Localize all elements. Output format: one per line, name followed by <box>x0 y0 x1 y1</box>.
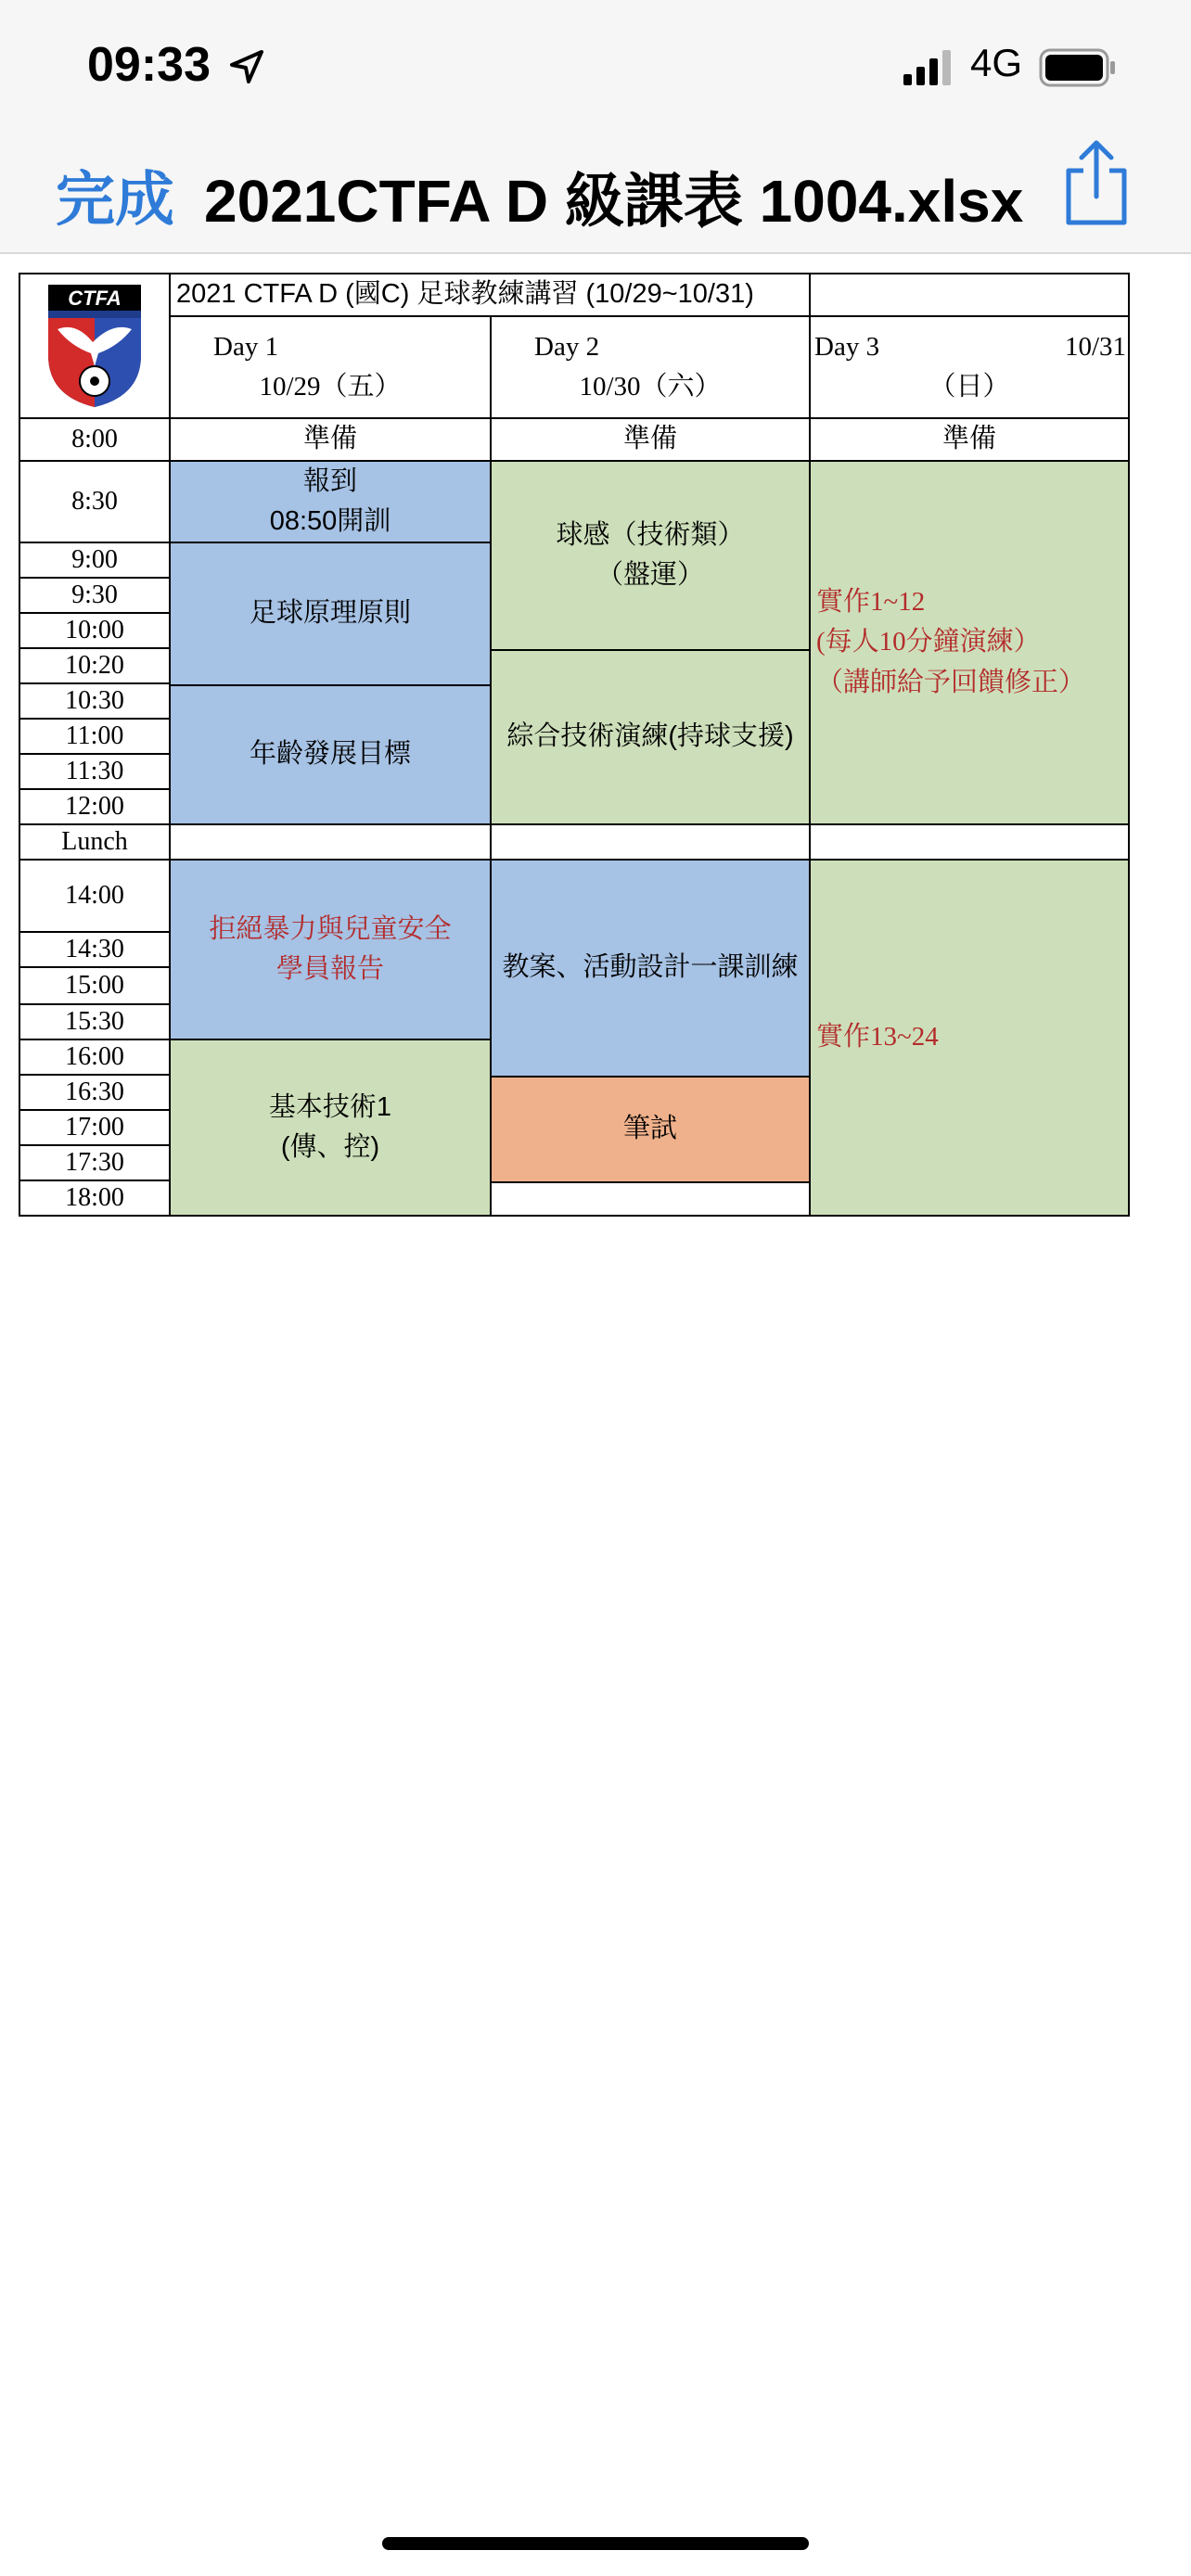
empty-header-cell[interactable] <box>809 273 1130 317</box>
time-label[interactable]: 17:30 <box>19 1144 171 1181</box>
day1-age-goals[interactable]: 年齡發展目標 <box>169 684 492 825</box>
time-label[interactable]: 15:30 <box>19 1003 171 1040</box>
day2-date: 10/30（六） <box>579 372 722 402</box>
logo-text: CTFA <box>68 287 122 310</box>
course-title[interactable]: 2021 CTFA D (國C) 足球教練講習 (10/29~10/31) <box>169 273 811 317</box>
time-label[interactable]: 14:30 <box>19 931 171 968</box>
prep-day1[interactable]: 準備 <box>169 417 492 462</box>
day1-basic-tech[interactable]: 基本技術1 (傳、控) <box>169 1039 492 1217</box>
time-label[interactable]: 10:30 <box>19 682 171 720</box>
day1-label: Day 1 <box>213 331 279 362</box>
done-button[interactable]: 完成 <box>56 166 174 233</box>
lunch-day3[interactable] <box>809 823 1130 861</box>
lunch-day1[interactable] <box>169 823 492 861</box>
time-label[interactable]: 15:00 <box>19 966 171 1005</box>
home-indicator[interactable] <box>382 2537 809 2550</box>
time-label[interactable]: Lunch <box>19 823 171 861</box>
ctfa-logo <box>39 281 150 411</box>
network-type: 4G <box>970 41 1023 84</box>
empty-cell[interactable] <box>490 1181 811 1217</box>
day1-safety[interactable]: 拒絕暴力與兒童安全 學員報告 <box>169 859 492 1040</box>
prep-day3[interactable]: 準備 <box>809 417 1130 462</box>
day3-practice-pm[interactable]: 實作13~24 <box>809 859 1130 1217</box>
day2-ball-feel[interactable]: 球感（技術類） （盤運） <box>490 460 811 651</box>
prep-day2[interactable]: 準備 <box>490 417 811 462</box>
day3-practice-am[interactable]: 實作1~12 (每人10分鐘演練） （講師給予回饋修正） <box>809 460 1130 825</box>
day2-lesson-plan[interactable]: 教案、活動設計一課訓練 <box>490 859 811 1078</box>
share-icon[interactable] <box>1061 139 1132 228</box>
day1-date: 10/29（五） <box>259 372 402 402</box>
spreadsheet[interactable] <box>0 254 1191 1274</box>
document-title: 2021CTFA D 級課表 1004.xlsx <box>204 168 1024 235</box>
day2-header[interactable] <box>490 315 811 419</box>
time-label[interactable]: 17:00 <box>19 1109 171 1146</box>
time-label[interactable]: 11:30 <box>19 753 171 790</box>
time-label[interactable]: 12:00 <box>19 788 171 825</box>
time-label[interactable]: 18:00 <box>19 1180 171 1217</box>
logo-cell <box>19 273 171 419</box>
status-time: 09:33 <box>87 38 211 92</box>
time-label[interactable]: 9:30 <box>19 577 171 614</box>
day2-written-test[interactable]: 筆試 <box>490 1076 811 1183</box>
day3-label: Day 3 <box>814 331 880 362</box>
day3-weekday: （日） <box>928 372 1010 402</box>
time-label[interactable]: 11:00 <box>19 718 171 755</box>
battery-icon <box>1039 46 1117 89</box>
day2-label: Day 2 <box>534 331 600 362</box>
time-label[interactable]: 14:00 <box>19 859 171 933</box>
day1-header[interactable] <box>169 315 492 419</box>
time-label[interactable]: 10:00 <box>19 612 171 649</box>
time-label[interactable]: 8:30 <box>19 460 171 543</box>
day1-checkin[interactable]: 報到 08:50開訓 <box>169 460 492 543</box>
lunch-day2[interactable] <box>490 823 811 861</box>
location-arrow-icon <box>228 48 265 85</box>
time-label[interactable]: 9:00 <box>19 542 171 579</box>
day1-principles[interactable]: 足球原理原則 <box>169 542 492 686</box>
cellular-signal-icon <box>902 48 957 85</box>
time-label[interactable]: 10:20 <box>19 647 171 684</box>
time-label[interactable]: 16:00 <box>19 1039 171 1076</box>
day2-combined[interactable]: 綜合技術演練(持球支援) <box>490 649 811 825</box>
time-label[interactable]: 8:00 <box>19 417 171 462</box>
day3-date: 10/31 <box>1064 331 1126 362</box>
time-label[interactable]: 16:30 <box>19 1074 171 1111</box>
day3-header[interactable] <box>809 315 1130 419</box>
top-bar <box>0 0 1191 254</box>
